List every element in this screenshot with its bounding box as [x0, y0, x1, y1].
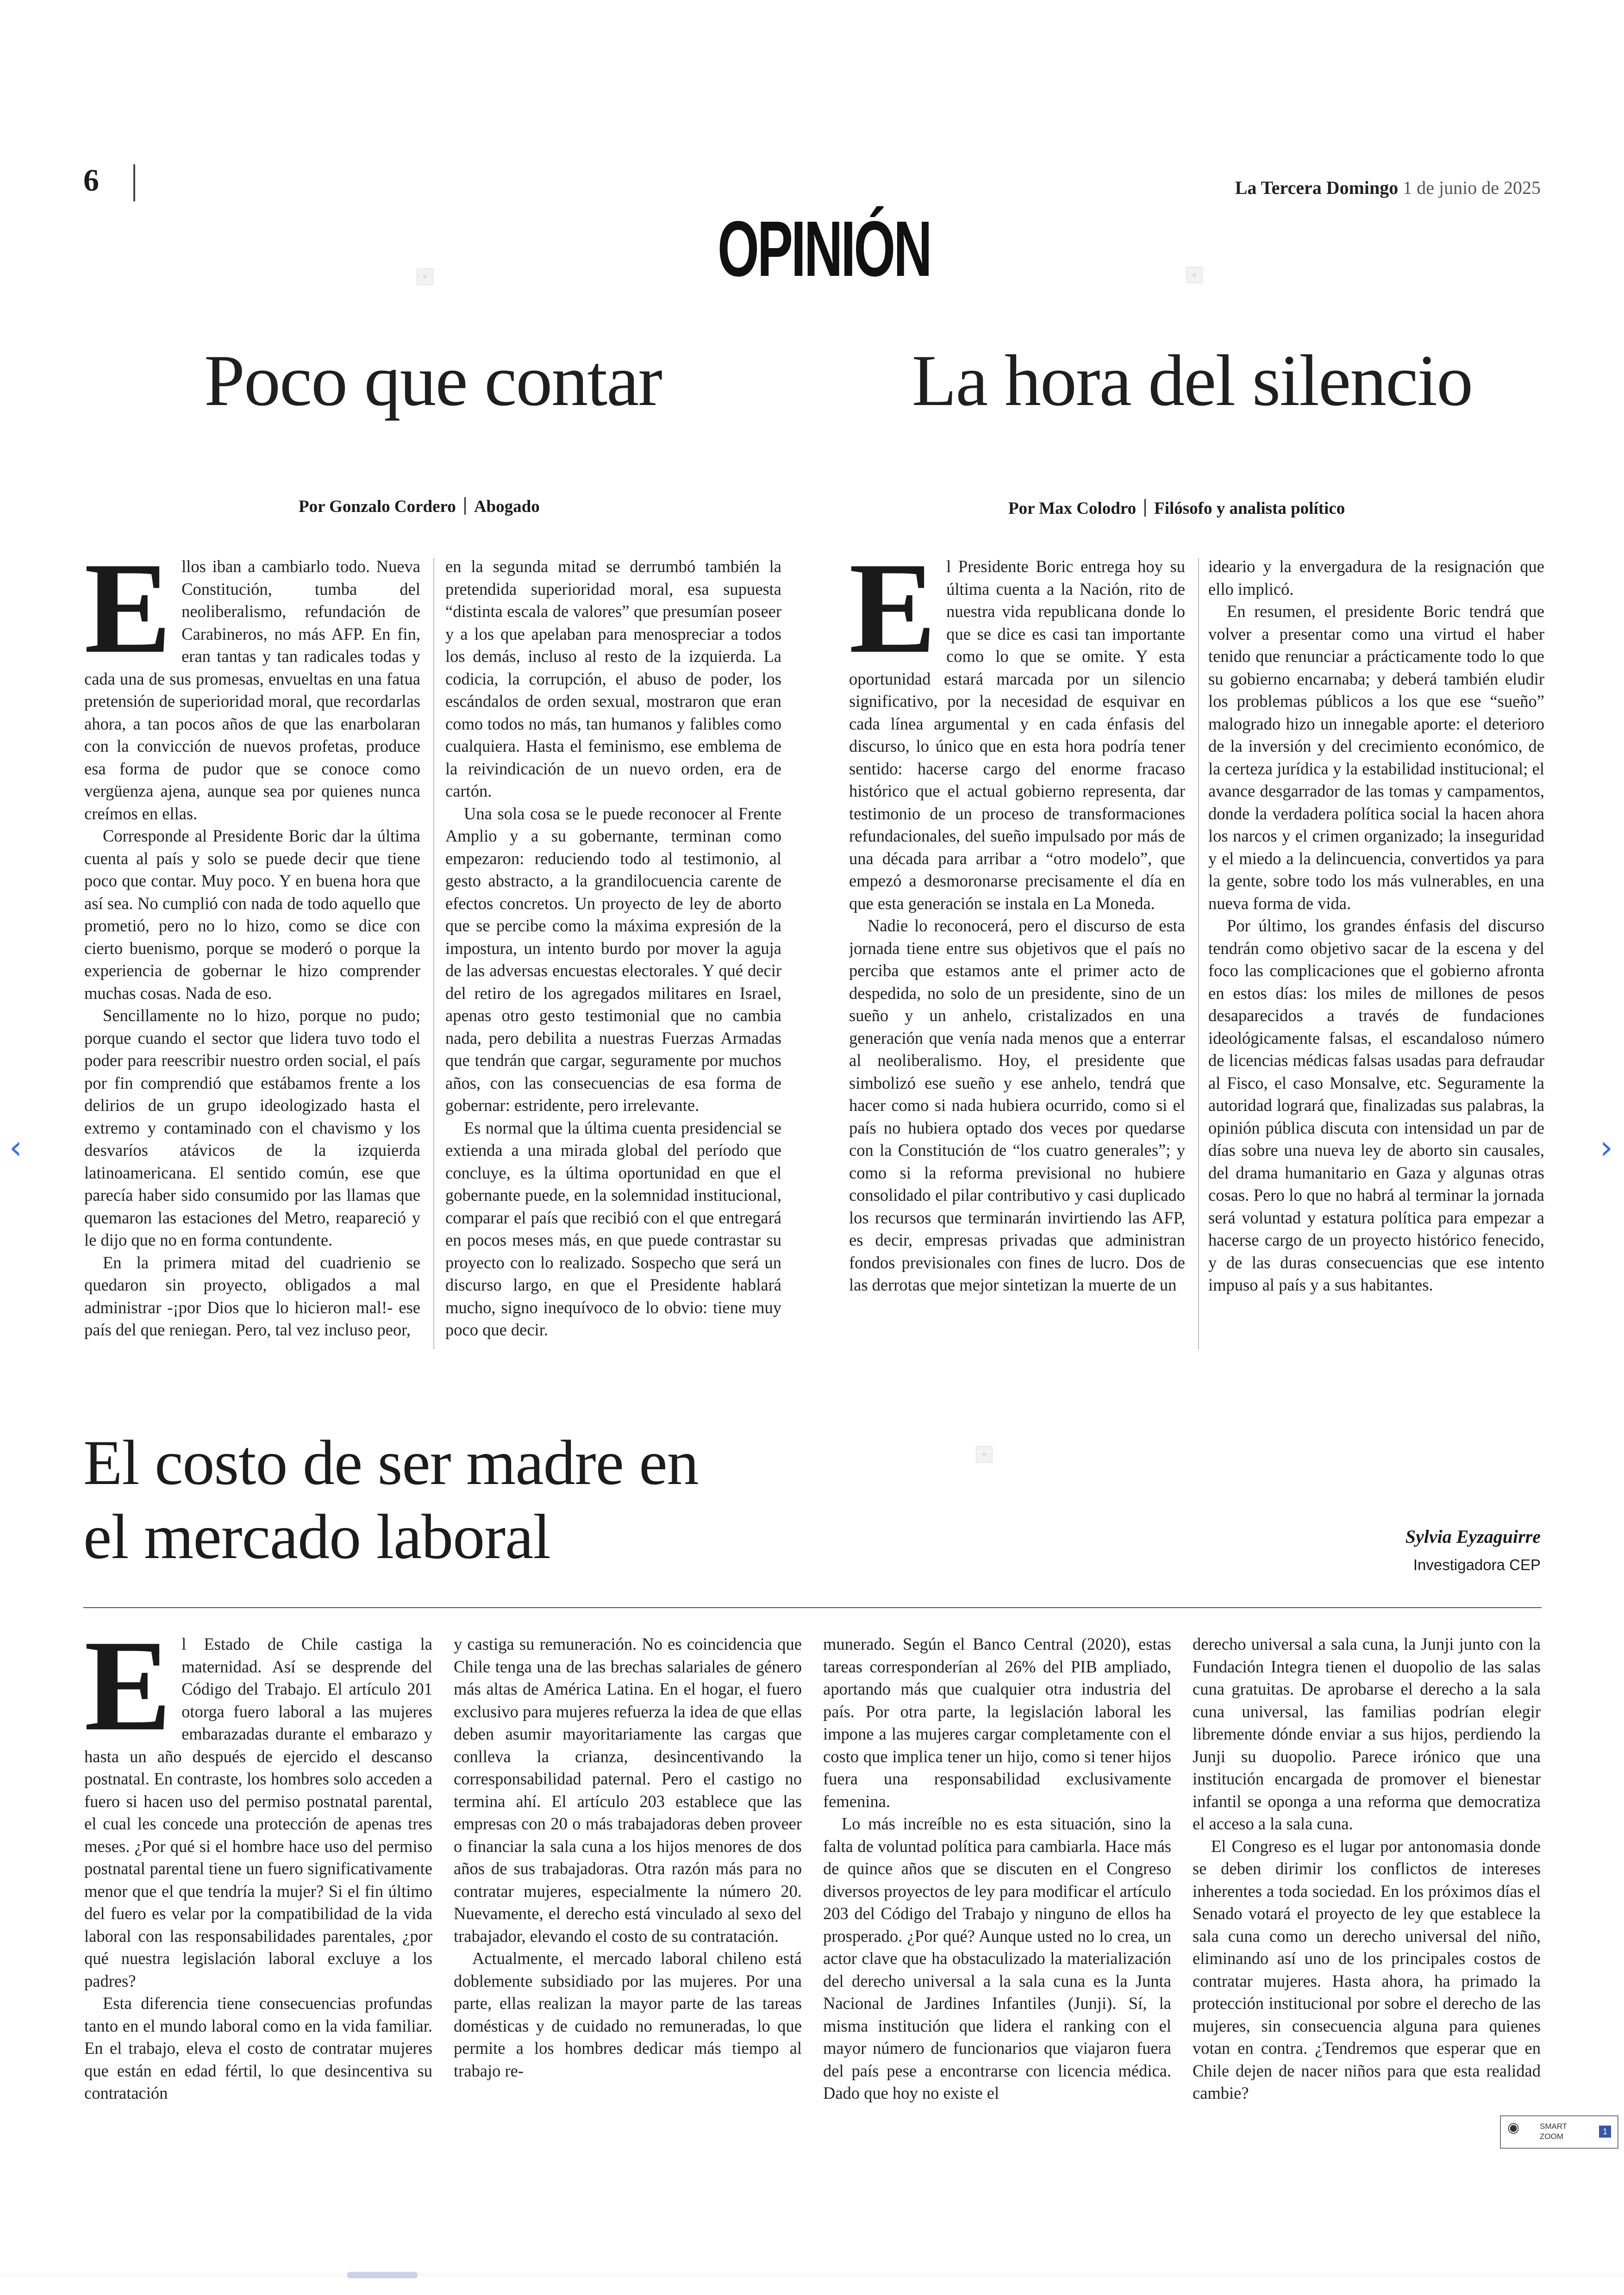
section-divider [83, 1607, 1542, 1608]
paragraph: ideario y la envergadura de la resignación que ello implicó. [1208, 557, 1544, 599]
paragraph: llos iban a cambiarlo todo. Nueva Constitución, tumba del neoliberalismo, refundación de Carabineros, no más AFP. En fin, eran tantas y tan radicales todas y cada una de sus promesas, envueltas en una fatua pretensión de superioridad moral, que recordarlas ahora, a tan pocos años de que las enarbolaran con la convicción de nuevos profetas, produce esa forma de pudor que se conoce como vergüenza ajena, aunque sea por quienes nunca creímos en ellas. [84, 557, 420, 823]
byline-author: Por Max Colodro [1008, 499, 1137, 518]
paragraph: Nadie lo reconocerá, pero el discurso de esta jornada tiene entre sus objetivos que el país no perciba que estamos ante el primer acto de despedida, no solo de un presidente, sino de un sueño y un anhelo, cristalizados en una generación que venía nada menos que a enterrar al neoliberalismo. Hoy, el presidente que simbolizó ese sueño y ese anhelo, tendrá que hacer como si nada hubiera ocurrido, como si el país no hubiera optado dos veces por quedarse con la Constitución de “los cuatro generales”; y como si la reforma previsional no hubiere consolidado el pilar contributivo y casi duplicado los recursos que terminarán invirtiendo las AFP, es decir, empresas privadas que administran fondos previsionales con fines de lucro. Dos de las derrotas que mejor sintetizan la muerte de un [849, 916, 1185, 1294]
byline-article1 [299, 497, 540, 517]
byline-article2 [1008, 499, 1345, 518]
headline-line: El costo de ser madre en [83, 1427, 699, 1498]
smart-zoom-label-line: SMART [1540, 2122, 1568, 2131]
horizontal-scrollbar[interactable] [0, 2273, 1624, 2277]
article-link-marker[interactable]: ▫ [417, 268, 433, 285]
page-number: 6 [83, 162, 99, 198]
article-link-marker[interactable]: ▫ [1186, 267, 1203, 283]
publication-name: La Tercera Domingo [1235, 177, 1399, 198]
paragraph: y castiga su remuneración. No es coincidencia que Chile tenga una de las brechas salariales de género más altas de América Latina. En el hogar, el fuero exclusivo para mujeres refuerza la idea de que ellas deben asumir mayoritariamente las cargas que conlleva la crianza, desincentivando la corresponsabilidad paternal. Pero el castigo no termina ahí. El artículo 203 establece que las empresas con 20 o más trabajadoras deben proveer o financiar la sala cuna a los hijos menores de dos años de sus trabajadoras. Otra razón más para no contratar mujeres, especialmente la número 20. Nuevamente, el derecho está vinculado al sexo del trabajador, elevando el costo de su contratación. [454, 1634, 802, 1946]
smart-zoom-label [1540, 2121, 1591, 2142]
byline-role: Filósofo y analista político [1154, 499, 1345, 518]
publication-date: 1 de junio de 2025 [1403, 177, 1541, 198]
smart-zoom-button[interactable] [1500, 2115, 1618, 2149]
article2-column-1 [849, 555, 1185, 1361]
byline-role: Abogado [474, 497, 540, 516]
author-role: Investigadora CEP [1413, 1556, 1541, 1573]
section-title: OPINIÓN [718, 205, 931, 293]
paragraph: munerado. Según el Banco Central (2020), estas tareas corresponderían al 26% del PIB ampliado, aportando más que cualquier otra industria del país. Por otra parte, la legislación laboral les impone a las mujeres cargar completamente con el costo que implica tener un hijo, como si tener hijos fuera una responsabilidad exclusivamente femenina. [823, 1634, 1171, 1811]
paragraph: l Presidente Boric entrega hoy su última cuenta a la Nación, rito de nuestra vida republicana donde lo que se dice es casi tan importante como lo que se omite. Y esta oportunidad estará marcada por un silencio significativo, por la necesidad de esquivar en cada línea argumental y en cada énfasis del discurso, lo único que en esta hora podría tener sentido: hacerse cargo del enorme fracaso histórico que el actual gobierno representa, dar testimonio de un proceso de transformaciones refundacionales, del sueño impulsado por más de una década para arribar a “otro modelo”, que empezó a desmoronarse precisamente el día en que esta generación se instala en La Moneda. [849, 557, 1185, 913]
smart-zoom-label-line: ZOOM [1540, 2132, 1563, 2141]
byline-separator [464, 497, 466, 515]
paragraph: derecho universal a sala cuna, la Junji junto con la Fundación Integra tienen el duopolio de las salas cuna gratuitas. De aprobarse el derecho a la sala cuna universal, las familias podrían elegir libremente dónde enviar a sus hijos, perdiendo la Junji su duopolio. Parece irónico que una institución encargada de promover el bienestar infantil se oponga a una reforma que democratiza el acceso a la sala cuna. [1193, 1634, 1541, 1833]
previous-page-arrow-icon[interactable]: ‹ [9, 1129, 22, 1166]
article3-column-4 [1193, 1633, 1541, 2142]
article1-column-1 [84, 555, 420, 1361]
drop-cap: E [84, 555, 172, 680]
author-name: Sylvia Eyzaguirre [1405, 1526, 1541, 1547]
headline-line: el mercado laboral [83, 1501, 550, 1572]
masthead [1235, 177, 1541, 199]
paragraph: En la primera mitad del cuadrienio se quedaron sin proyecto, obligados a mal administrar -¡por Dios que lo hicieron mal!- ese país del que reniegan. Pero, tal vez incluso peor, [84, 1253, 420, 1339]
paragraph: Por último, los grandes énfasis del discurso tendrán como objetivo sacar de la escena y del foco las complicaciones que el gobierno afronta en estos días: los miles de millones de pesos desaparecidos a través de fundaciones ideológicamente falsas, el escandaloso número de licencias médicas falsas usadas para defraudar al Fisco, el caso Monsalve, etc. Seguramente la autoridad logrará que, finalizadas sus palabras, la opinión pública discuta con intensidad un par de días sobre una nueva ley de aborto sin causales, del drama humanitario en Gaza y algunas otras cosas. Pero lo que no habrá al terminar la jornada será voluntad y estatura política para empezar a hacerse cargo de un proyecto histórico fenecido, y de las duras consecuencias que ese intento impuso al país y a sus habitantes. [1208, 916, 1544, 1294]
article1-column-2 [445, 555, 781, 1361]
paragraph: Una sola cosa se le puede reconocer al Frente Amplio y a su gobernante, terminan como empezaron: reduciendo todo al testimonio, al gesto abstracto, a la grandilocuencia carente de efectos concretos. Un proyecto de ley de aborto que se percibe como la máxima expresión de la impostura, un intento burdo por mover la aguja de las adversas encuestas electorales. Y qué decir del retiro de los agregados militares en Israel, apenas otro gesto testimonial que no cambia nada, pero debilita a nuestras Fuerzas Armadas que tendrán que cargar, seguramente por muchos años, con las consecuencias de esa forma de gobernar: estridente, pero irrelevante. [445, 804, 781, 1115]
byline-author: Por Gonzalo Cordero [299, 497, 456, 516]
page-number-divider [133, 164, 135, 201]
article3-column-2 [454, 1633, 802, 2142]
column-divider [433, 558, 434, 1349]
paragraph: El Congreso es el lugar por antonomasia donde se deben dirimir los conflictos de intereses inherentes a toda sociedad. En los próximos días el Senado votará el proyecto de ley que establece la sala cuna como un derecho universal del niño, eliminando así uno de los principales costos de contratar mujeres. Hasta ahora, ha primado la protección institucional por sobre el derecho de las mujeres, sin consecuencia alguna para quienes votan en contra. ¿Tendremos que esperar que en Chile dejen de nacer niños para que esta realidad cambie? [1193, 1836, 1541, 2102]
paragraph: Corresponde al Presidente Boric dar la última cuenta al país y solo se puede decir que tiene poco que contar. Muy poco. Y en buena hora que así sea. No cumplió con nada de todo aquello que prometió, pero no lo hizo, como se dice con cierto buenismo, porque se moderó o porque la experiencia de gobernar le hizo comprender muchas cosas. Nada de eso. [84, 826, 420, 1003]
next-page-arrow-icon[interactable]: › [1600, 1129, 1613, 1166]
article3-column-1 [84, 1633, 432, 2142]
scrollbar-thumb[interactable] [347, 2272, 418, 2278]
paragraph: Esta diferencia tiene consecuencias profundas tanto en el mundo laboral como en la vida familiar. En el trabajo, eleva el costo de contratar mujeres que están en edad fértil, lo que desincentiva su contratación [84, 1994, 432, 2102]
paragraph: en la segunda mitad se derrumbó también la pretendida superioridad moral, esa supuesta “distinta escala de valores” que presumían poseer y a los que apelaban para menospreciar a todos los demás, incluso al resto de la izquierda. La codicia, la corrupción, el abuso de poder, los escándalos de orden sexual, mostraron que eran como todos no más, tan humanos y falibles como cualquiera. Hasta el feminismo, ese emblema de la reivindicación de un nuevo orden, era de cartón. [445, 557, 781, 800]
shortcut-key-badge: 1 [1599, 2126, 1611, 2138]
paragraph: l Estado de Chile castiga la maternidad. Así se desprende del Código del Trabajo. El artículo 201 otorga fuero laboral a las mujeres embarazadas durante el embarazo y hasta un año después de ejercido el descanso postnatal. En contraste, los hombres solo acceden a fuero si hacen uso del permiso postnatal parental, el cual les concede una protección de apenas tres meses. ¿Por qué si el hombre hace uso del permiso postnatal parental tiene un fuero significativamente menor que el que tendría la mujer? Si el fin último del fuero es velar por la compatibilidad de la vida laboral con las responsabilidades parentales, ¿por qué nuestra legislación laboral excluye a los padres? [84, 1634, 432, 1990]
headline-la-hora-del-silencio: La hora del silencio [912, 340, 1473, 421]
paragraph: Lo más increíble no es esta situación, sino la falta de voluntad política para cambiarla. Hace más de quince años que se discuten en el Congreso diversos proyectos de ley para modificar el artículo 203 del Código del Trabajo y ninguno de ellos ha prosperado. ¿Por qué? Aunque usted no lo crea, un actor clave que ha obstaculizado la materialización del derecho universal a la sala cuna es la Junta Nacional de Jardines Infantiles (Junji). Sí, la misma institución que lidera el ranking con el mayor número de funcionarios que viajaron fuera del país pese a encontrarse con licencia médica. Dado que hoy no existe el [823, 1814, 1171, 2102]
article2-column-2 [1208, 555, 1544, 1361]
eye-icon: ◉ [1507, 2120, 1520, 2135]
headline-el-costo-de-ser-madre [83, 1426, 699, 1574]
column-divider [1198, 558, 1199, 1349]
article-link-marker[interactable]: ▫ [976, 1446, 993, 1463]
drop-cap: E [84, 1633, 172, 1758]
paragraph: En resumen, el presidente Boric tendrá que volver a presentar como una virtud el haber tenido que renunciar a prácticamente todo lo que su gobierno encarnaba; y deberá también eludir los problemas públicos a los que ese “sueño” malogrado hizo un innegable aporte: el deterioro de la inversión y del crecimiento económico, de la certeza jurídica y la estabilidad institucional; el avance desgarrador de las tomas y campamentos, donde la verdadera política social la hacen ahora los narcos y el crimen organizado; la inseguridad y el miedo a la delincuencia, convertidos ya para la gente, sobre todo los más vulnerables, en una nueva forma de vida. [1208, 602, 1544, 913]
paragraph: Actualmente, el mercado laboral chileno está doblemente subsidiado por las mujeres. Por una parte, ellas realizan la mayor parte de las tareas domésticas y de cuidado no remuneradas, lo que permite a los hombres dedicar más tiempo al trabajo re- [454, 1949, 802, 2080]
article3-column-3 [823, 1633, 1171, 2142]
paragraph: Sencillamente no lo hizo, porque no pudo; porque cuando el sector que lidera tuvo todo el poder para reescribir nuestro orden social, el país por fin comprendió que estábamos frente a los delirios de un grupo ideologizado hasta el extremo y contaminado con el chavismo y los desvaríos atávicos de la izquierda latinoamericana. El sentido común, ese que parecía haber sido consumido por las llamas que quemaron las estaciones del Metro, reapareció y le dijo que no en forma contundente. [84, 1006, 420, 1249]
headline-poco-que-contar: Poco que contar [204, 340, 662, 421]
byline-separator [1144, 499, 1146, 517]
paragraph: Es normal que la última cuenta presidencial se extienda a una mirada global del período que concluye, es la última oportunidad en que el gobernante puede, en la solemnidad institucional, comparar el país que recibió con el que entregará en pocos meses más, en que puede contrastar su proyecto con lo realizado. Sospecho que será un discurso largo, en que el Presidente hablará mucho, signo inequívoco de lo obvio: tiene muy poco que decir. [445, 1118, 781, 1339]
drop-cap: E [849, 555, 937, 680]
